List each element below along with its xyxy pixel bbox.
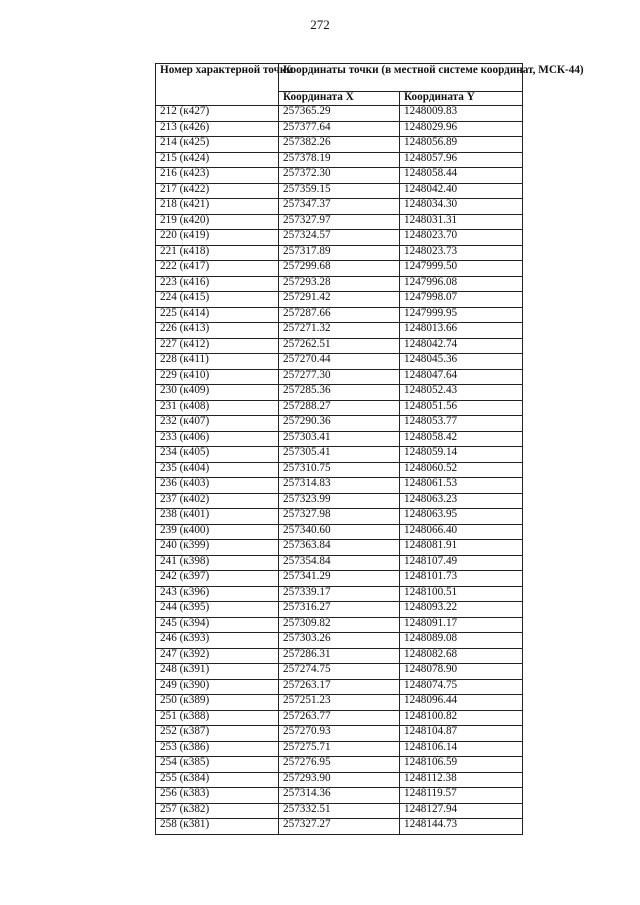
coordinate-x-cell: 257285.36 bbox=[279, 385, 400, 401]
point-number-cell: 240 (к399) bbox=[156, 540, 279, 556]
coordinate-y-cell: 1248078.90 bbox=[400, 664, 523, 680]
coordinate-y-cell: 1248127.94 bbox=[400, 803, 523, 819]
coordinate-x-cell: 257309.82 bbox=[279, 617, 400, 633]
coordinate-y-cell: 1248009.83 bbox=[400, 106, 523, 122]
coordinate-x-cell: 257293.90 bbox=[279, 772, 400, 788]
table-row bbox=[156, 710, 523, 726]
coordinate-x-cell: 257276.95 bbox=[279, 757, 400, 773]
coordinate-x-cell: 257275.71 bbox=[279, 741, 400, 757]
point-number-cell: 257 (к382) bbox=[156, 803, 279, 819]
point-number-cell: 247 (к392) bbox=[156, 648, 279, 664]
table-row bbox=[156, 509, 523, 525]
point-number-cell: 213 (к426) bbox=[156, 121, 279, 137]
point-number-cell: 233 (к406) bbox=[156, 431, 279, 447]
table-row bbox=[156, 400, 523, 416]
point-number-cell: 230 (к409) bbox=[156, 385, 279, 401]
coordinate-x-cell: 257332.51 bbox=[279, 803, 400, 819]
coordinate-x-cell: 257288.27 bbox=[279, 400, 400, 416]
coordinate-x-cell: 257286.31 bbox=[279, 648, 400, 664]
coordinates-table bbox=[155, 63, 584, 835]
coordinate-y-cell: 1248107.49 bbox=[400, 555, 523, 571]
point-number-cell: 218 (к421) bbox=[156, 199, 279, 215]
coordinate-y-cell: 1248091.17 bbox=[400, 617, 523, 633]
point-number-cell: 248 (к391) bbox=[156, 664, 279, 680]
coordinate-y-cell: 1248089.08 bbox=[400, 633, 523, 649]
table-row bbox=[156, 540, 523, 556]
table-row bbox=[156, 648, 523, 664]
point-number-cell: 238 (к401) bbox=[156, 509, 279, 525]
point-number-cell: 232 (к407) bbox=[156, 416, 279, 432]
coordinate-y-cell: 1248042.40 bbox=[400, 183, 523, 199]
table-row bbox=[156, 478, 523, 494]
point-number-cell: 258 (к381) bbox=[156, 819, 279, 835]
coordinate-x-cell: 257271.32 bbox=[279, 323, 400, 339]
table-row bbox=[156, 214, 523, 230]
coordinate-y-cell: 1248023.70 bbox=[400, 230, 523, 246]
point-number-cell: 215 (к424) bbox=[156, 152, 279, 168]
table-row bbox=[156, 152, 523, 168]
point-number-cell: 217 (к422) bbox=[156, 183, 279, 199]
point-number-cell: 225 (к414) bbox=[156, 307, 279, 323]
coordinate-y-cell: 1248052.43 bbox=[400, 385, 523, 401]
coordinate-y-cell: 1248112.38 bbox=[400, 772, 523, 788]
coordinate-x-cell: 257299.68 bbox=[279, 261, 400, 277]
table-row bbox=[156, 447, 523, 463]
coordinate-y-cell: 1248013.66 bbox=[400, 323, 523, 339]
table-row bbox=[156, 261, 523, 277]
coordinate-y-cell: 1248034.30 bbox=[400, 199, 523, 215]
table-row bbox=[156, 230, 523, 246]
table-row bbox=[156, 462, 523, 478]
point-number-cell: 220 (к419) bbox=[156, 230, 279, 246]
table-row bbox=[156, 323, 523, 339]
coordinate-y-cell: 1248045.36 bbox=[400, 354, 523, 370]
table-row bbox=[156, 524, 523, 540]
table-row bbox=[156, 695, 523, 711]
table-row bbox=[156, 571, 523, 587]
coordinate-y-cell: 1248082.68 bbox=[400, 648, 523, 664]
coordinate-y-cell: 1248144.73 bbox=[400, 819, 523, 835]
coordinate-y-cell: 1248051.56 bbox=[400, 400, 523, 416]
coordinate-y-cell: 1247998.07 bbox=[400, 292, 523, 308]
point-number-cell: 239 (к400) bbox=[156, 524, 279, 540]
coordinate-x-cell: 257372.30 bbox=[279, 168, 400, 184]
coordinate-y-cell: 1247999.95 bbox=[400, 307, 523, 323]
coordinate-y-cell: 1248047.64 bbox=[400, 369, 523, 385]
coordinate-y-cell: 1248053.77 bbox=[400, 416, 523, 432]
coordinate-x-cell: 257316.27 bbox=[279, 602, 400, 618]
coordinate-y-cell: 1247999.50 bbox=[400, 261, 523, 277]
coordinate-y-cell: 1248029.96 bbox=[400, 121, 523, 137]
coordinate-y-cell: 1248081.91 bbox=[400, 540, 523, 556]
coordinate-x-cell: 257317.89 bbox=[279, 245, 400, 261]
point-number-cell: 241 (к398) bbox=[156, 555, 279, 571]
coordinate-y-cell: 1248057.96 bbox=[400, 152, 523, 168]
table-row bbox=[156, 385, 523, 401]
coordinate-y-cell: 1247996.08 bbox=[400, 276, 523, 292]
table-row bbox=[156, 757, 523, 773]
coordinate-y-cell: 1248104.87 bbox=[400, 726, 523, 742]
table-header bbox=[156, 64, 584, 106]
coordinate-y-cell: 1248066.40 bbox=[400, 524, 523, 540]
coordinate-y-cell: 1248074.75 bbox=[400, 679, 523, 695]
point-number-cell: 251 (к388) bbox=[156, 710, 279, 726]
table-row bbox=[156, 726, 523, 742]
coordinate-y-cell: 1248063.95 bbox=[400, 509, 523, 525]
coordinate-x-cell: 257359.15 bbox=[279, 183, 400, 199]
table-row bbox=[156, 168, 523, 184]
point-number-cell: 255 (к384) bbox=[156, 772, 279, 788]
coordinate-y-cell: 1248058.42 bbox=[400, 431, 523, 447]
table-row bbox=[156, 292, 523, 308]
point-number-cell: 236 (к403) bbox=[156, 478, 279, 494]
point-number-cell: 228 (к411) bbox=[156, 354, 279, 370]
coordinate-y-cell: 1248042.74 bbox=[400, 338, 523, 354]
table-row bbox=[156, 431, 523, 447]
coordinate-x-cell: 257340.60 bbox=[279, 524, 400, 540]
coordinate-x-cell: 257303.26 bbox=[279, 633, 400, 649]
table-row bbox=[156, 307, 523, 323]
table-row bbox=[156, 121, 523, 137]
coordinate-y-cell: 1248100.51 bbox=[400, 586, 523, 602]
coordinate-y-cell: 1248061.53 bbox=[400, 478, 523, 494]
table-row bbox=[156, 664, 523, 680]
point-number-header: Номер характерной точки bbox=[156, 64, 279, 106]
point-number-cell: 237 (к402) bbox=[156, 493, 279, 509]
coordinate-x-cell: 257251.23 bbox=[279, 695, 400, 711]
coordinate-x-header: Координата X bbox=[279, 92, 400, 106]
point-number-cell: 242 (к397) bbox=[156, 571, 279, 587]
coordinate-x-cell: 257303.41 bbox=[279, 431, 400, 447]
coordinate-x-cell: 257310.75 bbox=[279, 462, 400, 478]
point-number-cell: 243 (к396) bbox=[156, 586, 279, 602]
point-number-cell: 254 (к385) bbox=[156, 757, 279, 773]
table-row bbox=[156, 819, 523, 835]
coordinate-y-cell: 1248096.44 bbox=[400, 695, 523, 711]
coordinate-y-cell: 1248031.31 bbox=[400, 214, 523, 230]
table-row bbox=[156, 772, 523, 788]
table-row bbox=[156, 741, 523, 757]
point-number-cell: 226 (к413) bbox=[156, 323, 279, 339]
coordinate-y-cell: 1248100.82 bbox=[400, 710, 523, 726]
point-number-cell: 216 (к423) bbox=[156, 168, 279, 184]
point-number-cell: 244 (к395) bbox=[156, 602, 279, 618]
point-number-cell: 221 (к418) bbox=[156, 245, 279, 261]
coordinate-x-cell: 257277.30 bbox=[279, 369, 400, 385]
table-row bbox=[156, 555, 523, 571]
coordinate-x-cell: 257274.75 bbox=[279, 664, 400, 680]
coordinate-x-cell: 257287.66 bbox=[279, 307, 400, 323]
table-row bbox=[156, 602, 523, 618]
coordinate-x-cell: 257365.29 bbox=[279, 106, 400, 122]
coordinate-x-cell: 257377.64 bbox=[279, 121, 400, 137]
point-number-cell: 235 (к404) bbox=[156, 462, 279, 478]
coordinates-header: Координаты точки (в местной системе координат, МСК-44) bbox=[279, 64, 523, 92]
coordinate-x-cell: 257262.51 bbox=[279, 338, 400, 354]
point-number-cell: 245 (к394) bbox=[156, 617, 279, 633]
coordinate-x-cell: 257324.57 bbox=[279, 230, 400, 246]
table-row bbox=[156, 276, 523, 292]
coordinate-x-cell: 257354.84 bbox=[279, 555, 400, 571]
point-number-cell: 249 (к390) bbox=[156, 679, 279, 695]
point-number-cell: 246 (к393) bbox=[156, 633, 279, 649]
point-number-cell: 214 (к425) bbox=[156, 137, 279, 153]
coordinate-y-cell: 1248058.44 bbox=[400, 168, 523, 184]
point-number-cell: 256 (к383) bbox=[156, 788, 279, 804]
coordinate-x-cell: 257293.28 bbox=[279, 276, 400, 292]
coordinate-x-cell: 257363.84 bbox=[279, 540, 400, 556]
point-number-cell: 229 (к410) bbox=[156, 369, 279, 385]
coordinate-y-cell: 1248106.14 bbox=[400, 741, 523, 757]
coordinate-x-cell: 257314.36 bbox=[279, 788, 400, 804]
coordinate-y-cell: 1248056.89 bbox=[400, 137, 523, 153]
coordinate-x-cell: 257263.77 bbox=[279, 710, 400, 726]
coordinate-x-cell: 257270.93 bbox=[279, 726, 400, 742]
coordinate-y-cell: 1248093.22 bbox=[400, 602, 523, 618]
point-number-cell: 250 (к389) bbox=[156, 695, 279, 711]
coordinate-y-cell: 1248063.23 bbox=[400, 493, 523, 509]
coordinate-x-cell: 257327.97 bbox=[279, 214, 400, 230]
point-number-cell: 212 (к427) bbox=[156, 106, 279, 122]
point-number-cell: 219 (к420) bbox=[156, 214, 279, 230]
coordinate-x-cell: 257347.37 bbox=[279, 199, 400, 215]
coordinate-x-cell: 257327.27 bbox=[279, 819, 400, 835]
table-row bbox=[156, 245, 523, 261]
table-row bbox=[156, 137, 523, 153]
table-row bbox=[156, 803, 523, 819]
point-number-cell: 222 (к417) bbox=[156, 261, 279, 277]
table-row bbox=[156, 354, 523, 370]
coordinate-x-cell: 257378.19 bbox=[279, 152, 400, 168]
point-number-cell: 253 (к386) bbox=[156, 741, 279, 757]
table-row bbox=[156, 633, 523, 649]
coordinate-x-cell: 257314.83 bbox=[279, 478, 400, 494]
coordinate-x-cell: 257305.41 bbox=[279, 447, 400, 463]
coordinate-x-cell: 257290.36 bbox=[279, 416, 400, 432]
page-number: 272 bbox=[310, 17, 330, 32]
table-row bbox=[156, 338, 523, 354]
point-number-cell: 223 (к416) bbox=[156, 276, 279, 292]
coordinate-y-cell: 1248023.73 bbox=[400, 245, 523, 261]
coordinate-y-cell: 1248119.57 bbox=[400, 788, 523, 804]
coordinate-x-cell: 257339.17 bbox=[279, 586, 400, 602]
coordinate-y-cell: 1248059.14 bbox=[400, 447, 523, 463]
coordinate-y-cell: 1248106.59 bbox=[400, 757, 523, 773]
point-number-cell: 234 (к405) bbox=[156, 447, 279, 463]
coordinate-x-cell: 257382.26 bbox=[279, 137, 400, 153]
coordinate-x-cell: 257323.99 bbox=[279, 493, 400, 509]
table-row bbox=[156, 788, 523, 804]
table-row bbox=[156, 586, 523, 602]
point-number-cell: 252 (к387) bbox=[156, 726, 279, 742]
point-number-cell: 224 (к415) bbox=[156, 292, 279, 308]
table-row bbox=[156, 679, 523, 695]
coordinate-x-cell: 257263.17 bbox=[279, 679, 400, 695]
coordinate-x-cell: 257341.29 bbox=[279, 571, 400, 587]
table-row bbox=[156, 617, 523, 633]
table-row bbox=[156, 106, 523, 122]
coordinate-y-header: Координата Y bbox=[400, 92, 523, 106]
point-number-cell: 227 (к412) bbox=[156, 338, 279, 354]
table-row bbox=[156, 369, 523, 385]
coordinate-x-cell: 257291.42 bbox=[279, 292, 400, 308]
table-row bbox=[156, 199, 523, 215]
table-row bbox=[156, 493, 523, 509]
point-number-cell: 231 (к408) bbox=[156, 400, 279, 416]
table-row bbox=[156, 183, 523, 199]
coordinate-y-cell: 1248101.73 bbox=[400, 571, 523, 587]
table-row bbox=[156, 416, 523, 432]
table-body bbox=[156, 106, 523, 835]
coordinate-y-cell: 1248060.52 bbox=[400, 462, 523, 478]
coordinate-x-cell: 257327.98 bbox=[279, 509, 400, 525]
coordinate-x-cell: 257270.44 bbox=[279, 354, 400, 370]
